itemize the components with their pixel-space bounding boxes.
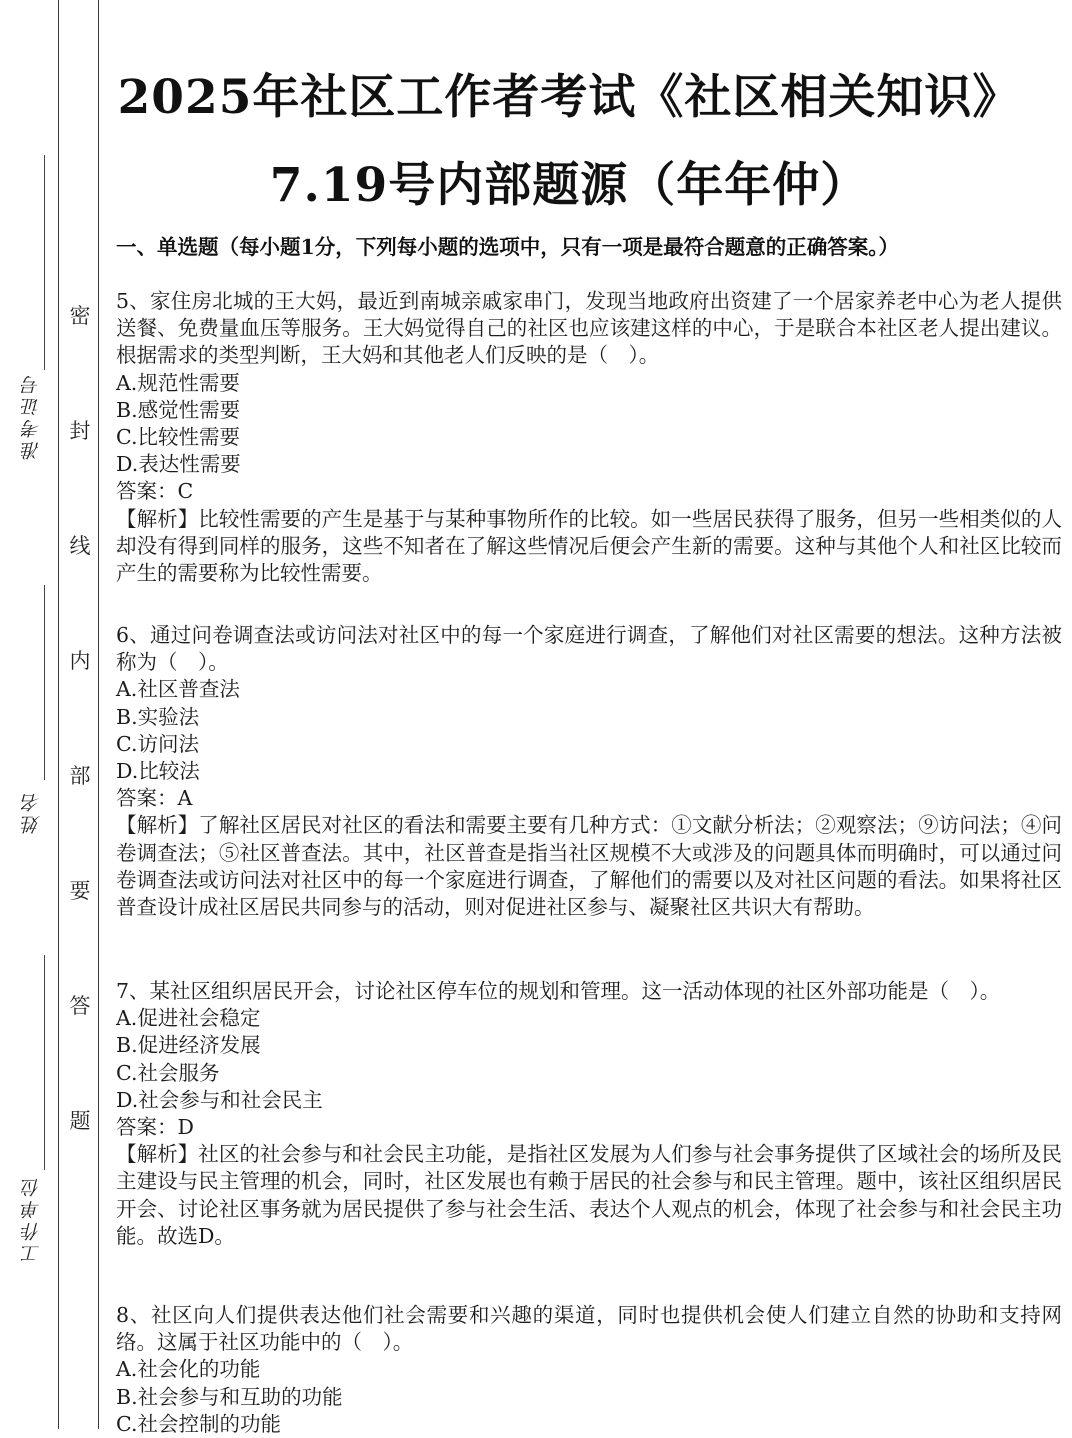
work-unit-label: 工作单位 — [21, 1175, 43, 1263]
question-stem: 5、家住房北城的王大妈，最近到南城亲戚家串门，发现当地政府出资建了一个居家养老中心为老人提供送餐、免费量血压等服务。王大妈觉得自己的社区也应该建这样的中心，于是联合本社区老人提出建议。根据需求的类型判断，王大妈和其他老人们反映的是（ ）。 — [116, 289, 1062, 368]
name-underline — [44, 585, 45, 780]
option-d: D.社会参与和社会民主 — [116, 1087, 323, 1112]
answer: 答案：A — [116, 786, 193, 811]
answer: 答案：C — [116, 479, 194, 504]
exam-id-label: 准考证号 — [21, 372, 43, 460]
seal-char: 密 — [69, 304, 91, 328]
answer: 答案：D — [116, 1115, 194, 1140]
option-b: B.社会参与和互助的功能 — [116, 1384, 343, 1409]
option-a: A.促进社会稳定 — [116, 1006, 261, 1031]
option-d: D.表达性需要 — [116, 452, 241, 477]
section-heading: 一、单选题（每小题1分，下列每小题的选项中，只有一项是最符合题意的正确答案。） — [116, 235, 900, 259]
seal-char: 题 — [69, 1109, 91, 1133]
question-6 — [116, 622, 1062, 921]
analysis: 【解析】社区的社会参与和社会民主功能，是指社区发展为人们参与社会事务提供了区域社会的场所及民主建设与民主管理的机会，同时，社区发展也有赖于居民的社会参与和民主管理。题中，该社区组织居民开会、讨论社区事务就为居民提供了参与社会生活、表达个人观点的机会，体现了社会参与和社会民主功能。故选D。 — [116, 1142, 1062, 1248]
seal-char: 线 — [69, 534, 91, 558]
question-stem: 7、某社区组织居民开会，讨论社区停车位的规划和管理。这一活动体现的社区外部功能是（ ）。 — [116, 979, 1001, 1003]
option-d: D.比较法 — [116, 759, 200, 784]
option-a: A.社区普查法 — [116, 677, 240, 702]
margin-rule-outer — [58, 0, 59, 1429]
page-subtitle: 7.19号内部题源（年年仲） — [269, 158, 869, 213]
option-b: B.实验法 — [116, 704, 200, 729]
option-b: B.促进经济发展 — [116, 1033, 261, 1058]
exam-id-underline — [44, 155, 45, 370]
question-8 — [116, 1302, 1062, 1438]
option-c: C.比较性需要 — [116, 425, 240, 450]
question-5 — [116, 288, 1062, 587]
option-c: C.访问法 — [116, 731, 199, 756]
option-a: A.社会化的功能 — [116, 1357, 261, 1382]
option-b: B.感觉性需要 — [116, 397, 241, 422]
analysis: 【解析】比较性需要的产生是基于与某种事物所作的比较。如一些居民获得了服务，但另一些相类似的人却没有得到同样的服务，这些不知者在了解这些情况后便会产生新的需要。这种与其他个人和社区比较而产生的需要称为比较性需要。 — [116, 506, 1062, 586]
seal-char: 答 — [69, 994, 91, 1018]
option-c: C.社会服务 — [116, 1060, 220, 1085]
seal-char: 内 — [69, 649, 91, 673]
analysis: 【解析】了解社区居民对社区的看法和需要主要有几种方式：①文献分析法；②观察法；⑨访问法；④问卷调查法；⑤社区普查法。其中，社区普查是指当社区规模不大或涉及的问题具体而明确时，可以通过问卷调查法或访问法对社区中的每一个家庭进行调查，了解他们的需要以及对社区问题的看法。如果将社区普查设计成社区居民共同参与的活动，则对促进社区参与、凝聚社区共识大有帮助。 — [116, 813, 1062, 920]
question-stem: 8、社区向人们提供表达他们社会需要和兴趣的渠道，同时也提供机会使人们建立自然的协助和支持网络。这属于社区功能中的（ ）。 — [116, 1303, 1062, 1355]
question-7 — [116, 978, 1062, 1250]
seal-char: 要 — [69, 879, 91, 903]
question-stem: 6、通过问卷调查法或访问法对社区中的每一个家庭进行调查，了解他们对社区需要的想法。这种方法被称为（ ）。 — [116, 623, 1062, 675]
page-title: 2025年社区工作者考试《社区相关知识》 — [117, 70, 1021, 125]
name-label: 姓名 — [21, 790, 43, 834]
binding-margin — [0, 0, 110, 1429]
seal-char: 封 — [69, 419, 91, 443]
option-c: C.社会控制的功能 — [116, 1411, 281, 1436]
option-a: A.规范性需要 — [116, 370, 240, 395]
seal-char: 部 — [69, 764, 91, 788]
work-unit-underline — [44, 955, 45, 1170]
